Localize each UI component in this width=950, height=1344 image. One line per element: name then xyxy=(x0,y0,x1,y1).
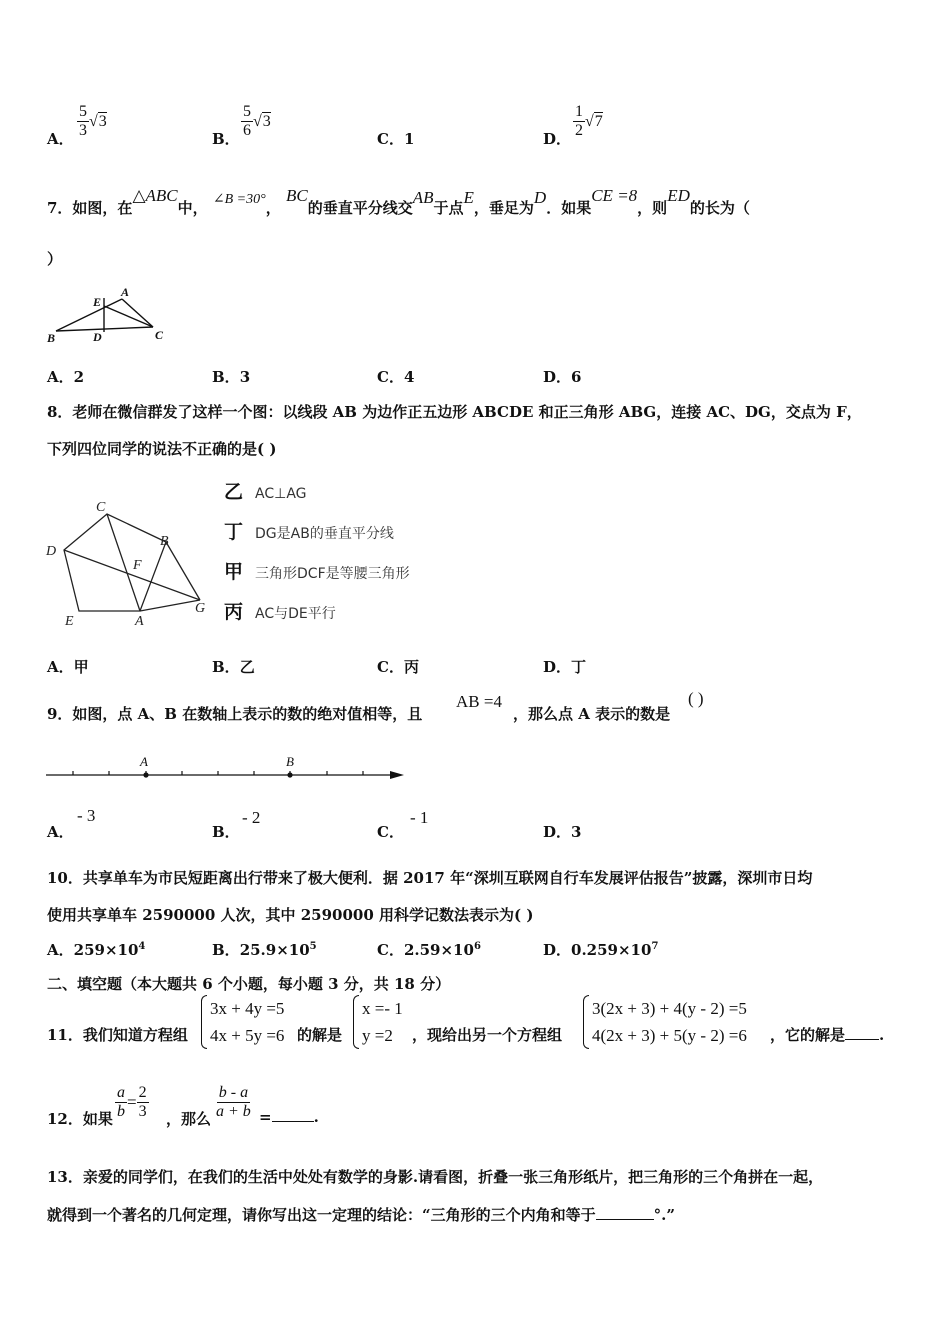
q10-option-d: D．$0.259\times 10^7$ xyxy=(543,941,659,959)
q9-option-a: A． xyxy=(47,823,74,841)
q9-option-b-value: - 2 xyxy=(242,808,261,827)
q6-option-b: B． xyxy=(212,130,240,148)
q9-option-c-value: - 1 xyxy=(410,808,429,827)
q12-text-3: = . xyxy=(259,1108,319,1126)
q11-text-3: ，现给出另一个方程组 xyxy=(412,1026,563,1044)
q10-option-c: C．$2.59\times 10^6$ xyxy=(377,941,481,959)
q8-question-line1: 8．老师在微信群发了这样一个图：以线段 AB 为边作正五边形 ABCDE 和正三角形 ABG，连接 AC、DG，交点为 F， xyxy=(47,403,862,421)
q9-option-c: C． xyxy=(377,823,404,841)
point-a xyxy=(143,772,148,777)
q10-option-b: B．$25.9\times 10^5$ xyxy=(212,941,317,959)
q12-given: $\frac{a}{b}$ = $\frac{2}{3}$ xyxy=(117,1084,147,1120)
q13-question-line1: 13．亲爱的同学们，在我们的生活中处处有数学的身影.请看图，折叠一张三角形纸片，把三角形的三个角拼在一起， xyxy=(47,1168,824,1186)
q8-statement-yi: 乙 AC⊥AG xyxy=(224,481,307,503)
q10-option-a: A．$259\times 10^4$ xyxy=(47,941,146,959)
q9-option-b: B． xyxy=(212,823,240,841)
q6-option-c: C．1 xyxy=(377,130,415,148)
q12-expression: $\frac{b - a}{a + b}$ xyxy=(216,1084,251,1120)
q7-option-d: D．6 xyxy=(543,368,582,386)
q7-option-c: C．4 xyxy=(377,368,415,386)
q8-statement-ding: 丁 DG是AB的垂直平分线 xyxy=(224,521,394,543)
pentagon-abcde xyxy=(64,514,166,611)
label-a: A xyxy=(140,754,148,769)
q9-question: 9．如图，点 A、B 在数轴上表示的数的绝对值相等，且 xyxy=(47,705,423,723)
label-c: C xyxy=(155,328,164,342)
q7-question-close: ） xyxy=(47,250,63,268)
label-a: A xyxy=(135,614,144,629)
q12-text-1: 12．如果 xyxy=(47,1110,113,1128)
option-label: A． xyxy=(47,130,74,148)
segment-ec xyxy=(104,306,153,327)
label-d: D xyxy=(93,330,102,344)
q8-statement-bing: 丙 AC与DE平行 xyxy=(224,601,336,623)
q11-text-2: 的解是 xyxy=(297,1026,343,1044)
point-b xyxy=(287,772,292,777)
q10-question-line2: 使用共享单车 2590000 人次，其中 2590000 用科学记数法表示为( ) xyxy=(47,906,534,924)
q13-answer-blank[interactable] xyxy=(596,1219,654,1220)
q7-question: 7．如图，在△ABC中， ∠B =30°， BC的垂直平分线交AB于点E，垂足为D．如果CE =8，则ED的长为（ xyxy=(47,186,750,217)
q8-option-d: D．丁 xyxy=(543,658,587,676)
segment-dg xyxy=(64,550,200,600)
q8-option-a: A．甲 xyxy=(47,658,89,676)
q11-text-1: 11．我们知道方程组 xyxy=(47,1026,188,1044)
label-b: B xyxy=(47,331,56,345)
q8-option-b: B．乙 xyxy=(212,658,255,676)
q6-option-d-value: $\frac{1}{2}$ √7 xyxy=(575,103,603,139)
label-f: F xyxy=(133,558,142,573)
q8-question-line2: 下列四位同学的说法不正确的是( ) xyxy=(47,440,277,458)
section2-title: 二、填空题（本大题共 6 个小题，每小题 3 分，共 18 分） xyxy=(47,975,451,993)
label-a: A xyxy=(121,285,130,299)
label-d: D xyxy=(46,544,57,559)
q8-pentagon-figure xyxy=(40,495,220,635)
label-g: G xyxy=(195,601,206,616)
q7-triangle-figure xyxy=(44,284,174,346)
q6-option-d: D． xyxy=(543,130,572,148)
segment-ba xyxy=(56,299,122,331)
sqrt: √3 xyxy=(89,113,107,130)
label-e: E xyxy=(93,295,102,309)
segment-bg xyxy=(166,542,200,600)
q11-text-4: ，它的解是 . xyxy=(770,1026,885,1044)
q13-question-line2: 就得到一个著名的几何定理，请你写出这一定理的结论：“三角形的三个内角和等于 °.” xyxy=(47,1206,675,1224)
q9-answer-paren: ( ) xyxy=(688,689,704,708)
q10-question-line1: 10．共享单车为市民短距离出行带来了极大便利．据 2017 年“深圳互联网自行车发展评估报告”披露，深圳市日均 xyxy=(47,869,813,887)
q9-number-line xyxy=(44,750,408,786)
q11-answer-blank[interactable] xyxy=(845,1039,879,1040)
fraction: $\frac{5}{3}$ xyxy=(79,103,87,139)
segment-ag xyxy=(140,600,200,611)
q8-statement-jia: 甲 三角形DCF是等腰三角形 xyxy=(224,561,410,583)
q6-option-a-value xyxy=(77,103,107,140)
q11-system-2: 3(2x + 3) + 4(y - 2) =5 4(2x + 3) + 5(y - 2) =6 xyxy=(583,995,747,1049)
segment-ac xyxy=(122,299,153,327)
q8-option-c: C．丙 xyxy=(377,658,419,676)
q9-option-a-value: - 3 xyxy=(77,806,96,825)
q6-option-b-value: $\frac{5}{6}$ √3 xyxy=(243,103,271,139)
q9-option-d: D．3 xyxy=(543,823,582,841)
axis-arrow xyxy=(390,771,404,779)
q7-option-b: B．3 xyxy=(212,368,251,386)
q11-system-1: 3x + 4y =5 4x + 5y =6 xyxy=(201,995,284,1049)
label-c: C xyxy=(96,500,106,515)
label-e: E xyxy=(65,614,74,629)
q9-expr: AB =4 xyxy=(456,692,502,711)
label-b: B xyxy=(286,754,294,769)
q7-option-a: A．2 xyxy=(47,368,85,386)
q12-text-2: ，那么 xyxy=(166,1110,212,1128)
q11-solution: x =- 1 y =2 xyxy=(353,995,403,1049)
q12-answer-blank[interactable] xyxy=(272,1121,314,1122)
q6-option-a xyxy=(47,128,74,149)
q9-question-tail: ，那么点 A 表示的数是 xyxy=(513,705,671,723)
label-b: B xyxy=(160,534,169,549)
